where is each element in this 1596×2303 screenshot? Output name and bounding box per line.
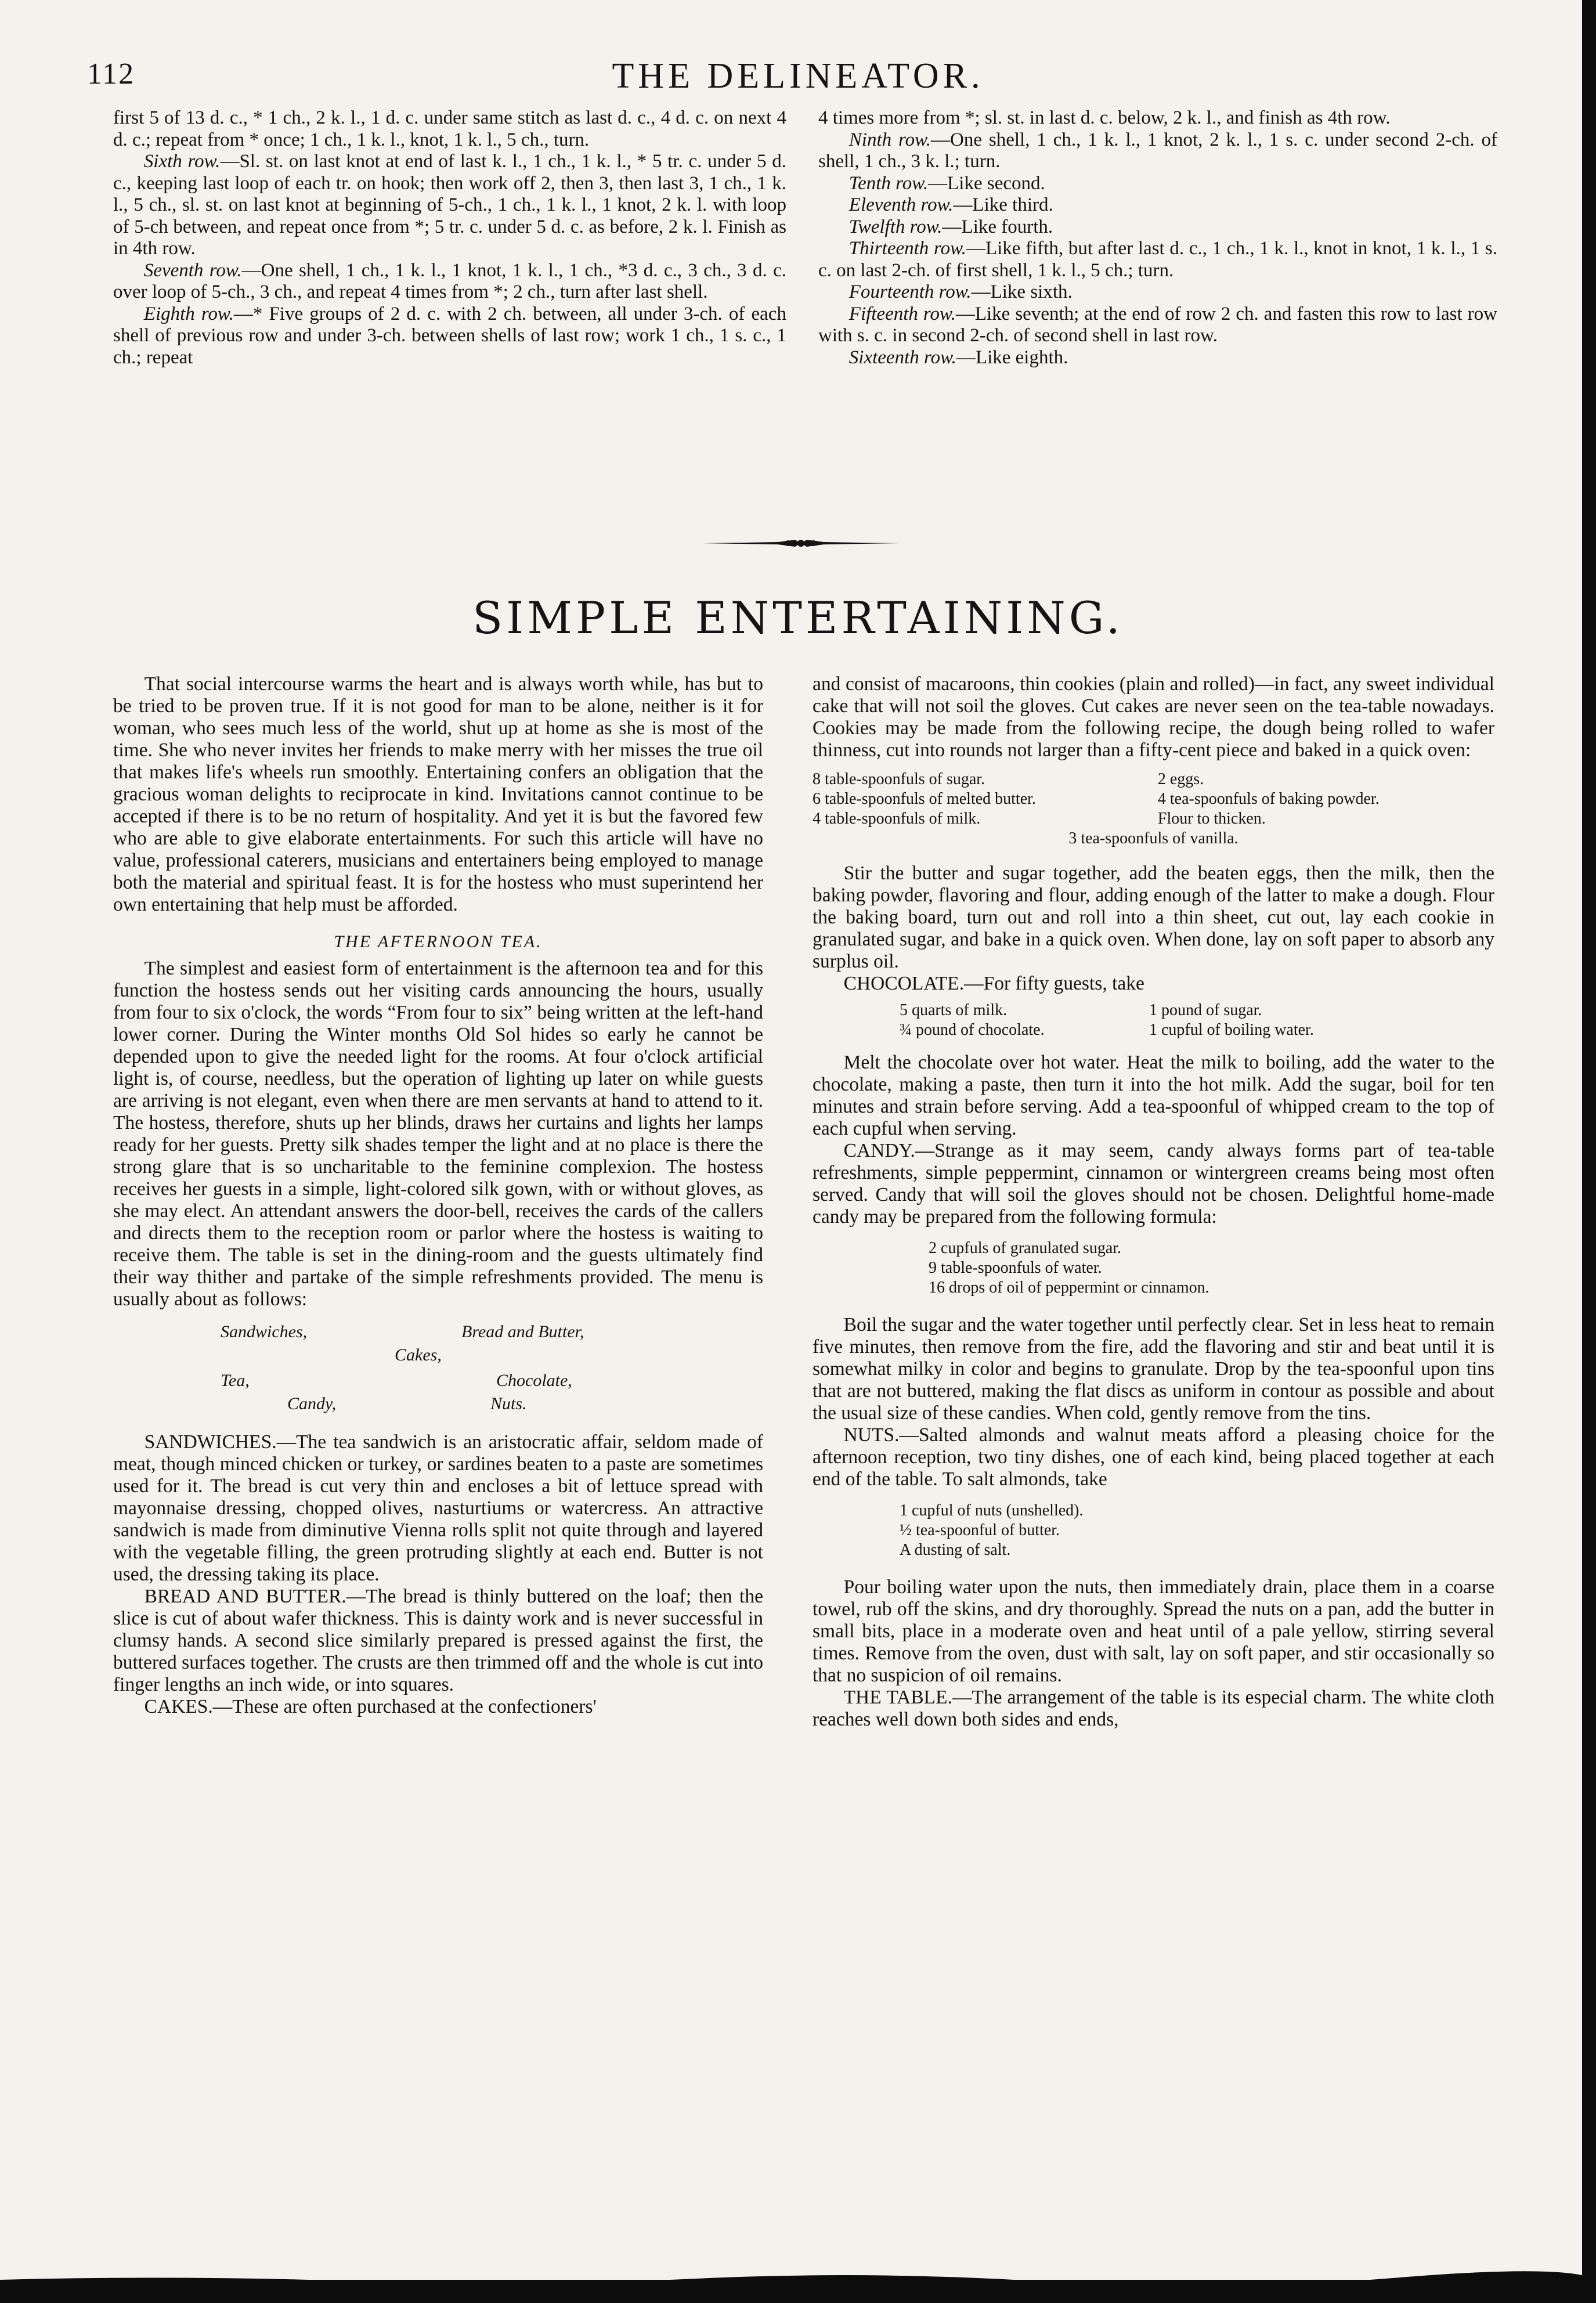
section-subhead: THE AFTERNOON TEA. — [334, 932, 543, 951]
ingredient: 8 table-spoonfuls of sugar. — [813, 770, 985, 788]
menu-item: Tea, — [221, 1371, 250, 1390]
bread-butter-paragraph: BREAD AND BUTTER.—The bread is thinly buttered on the loaf; then the slice is cut of about wafer thickness. This is dainty work and is never successful in clumsy hands. A second slice similarly prepared is pressed against the first, the buttered surfaces together. The crusts are then trimmed off and the whole is cut into finger lengths an inch wide, or into squares. — [113, 1586, 763, 1695]
running-title: THE DELINEATOR. — [612, 56, 984, 96]
scan-bottom-edge — [0, 2262, 1596, 2303]
crochet-paragraph: Ninth row.—One shell, 1 ch., 1 k. l., 1 knot, 2 k. l., 1 s. c. under second 2-ch. of shell, 1 ch., 3 k. l.; turn. — [818, 129, 1497, 172]
menu-item: Nuts. — [490, 1394, 527, 1413]
intro-paragraph: That social intercourse warms the heart and is always worth while, has but to be tried to be proven true. If it is not good for man to be alone, neither is it for woman, who sees much less of the world, shut up at home as she is most of the time. She who never invites her friends to make merry with her misses the true oil that makes life's wheels run smoothly. Entertaining confers an obligation that the gracious woman delights to reciprocate in kind. Invitations cannot continue to be accepted if there is to be no return of hospitality. And yet it is but the favored few who are able to give elaborate entertainments. For such this article will have no value, professional caterers, musicians and entertainers being employed to manage both the material and spiritual feast. It is for the hostess who must superintend her own entertaining that help must be afforded. — [113, 673, 763, 915]
candy-method-paragraph: Boil the sugar and the water together until perfectly clear. Set in less heat to remain five minutes, then remove from the fire, add the flavoring and stir and beat until it is somewhat milky in color and begins to granulate. Drop by the tea-spoonful upon tins that are not buttered, making the flat discs as uniform in contour as possible and about the usual size of these candies. When cold, gently remove from the tins. — [813, 1314, 1494, 1424]
ingredient: ¾ pound of chocolate. — [900, 1021, 1045, 1039]
row-label: Seventh row. — [143, 259, 242, 281]
ornamental-divider — [702, 536, 900, 550]
row-label: Fourteenth row. — [848, 281, 972, 302]
crochet-paragraph: first 5 of 13 d. c., * 1 ch., 2 k. l., 1 d. c. under same stitch as last d. c., 4 d. c. on next 4 d. c.; repeat from * once; 1 ch., 1 k. l., knot, 1 k. l., 5 ch., turn. — [113, 107, 786, 150]
crochet-paragraph: Eighth row.—* Five groups of 2 d. c. with 2 ch. between, all under 3-ch. of each shell of previous row and under 3-ch. between shells of last row; work 1 ch., 1 s. c., 1 ch.; repeat — [113, 303, 786, 368]
row-label: Fifteenth row. — [848, 303, 956, 324]
ingredient: A dusting of salt. — [900, 1541, 1011, 1559]
candy-paragraph: CANDY.—Strange as it may seem, candy always forms part of tea-table refreshments, simple peppermint, cinnamon or wintergreen creams being most often served. Candy that will soil the gloves should not be chosen. Delightful home-made candy may be prepared from the following formula: — [813, 1140, 1494, 1228]
page-number: 112 — [87, 57, 135, 91]
ingredient: 6 table-spoonfuls of melted butter. — [813, 790, 1036, 808]
menu-item: Candy, — [287, 1394, 337, 1413]
sandwiches-paragraph: SANDWICHES.—The tea sandwich is an aristocratic affair, seldom made of meat, though minced chicken or turkey, or sardines beaten to a paste are sometimes used for it. The bread is cut very thin and encloses a bit of lettuce spread with mayonnaise dressing, chopped olives, nasturtiums or watercress. An attractive sandwich is made from diminutive Vienna rolls split not quite through and layered with the vegetable filling, the green protruding slightly at each end. Butter is not used, the dressing taking its place. — [113, 1431, 763, 1585]
afternoon-tea-paragraph: The simplest and easiest form of entertainment is the afternoon tea and for this function the hostess sends out her visiting cards announcing the hours, usually from four to six o'clock, the words “From four to six” being written at the left-hand lower corner. During the Winter months Old Sol hides so early he cannot be depended upon to give the needed light for the rooms. At four o'clock artificial light is, of course, needless, but the operation of lighting up later on while guests are arriving is not elegant, even when there are men servants at hand to attend to it. The hostess, therefore, shuts up her blinds, draws her curtains and lights her lamps ready for her guests. Pretty silk shades temper the light and at no place is there the strong glare that is so uncharitable to the feminine complexion. The hostess receives her guests in a simple, light-colored silk gown, with or without gloves, as she may elect. An attendant answers the door-bell, receives the cards of the callers and directs them to the reception room or parlor where the hostess is waiting to receive them. The table is set in the dining-room and the guests ultimately find their way thither and partake of the simple refreshments provided. The menu is usually about as follows: — [113, 958, 763, 1310]
row-label: Thirteenth row. — [848, 238, 966, 259]
ingredient: 16 drops of oil of peppermint or cinnamon. — [929, 1279, 1209, 1297]
crochet-paragraph: Thirteenth row.—Like fifth, but after last d. c., 1 ch., 1 k. l., knot in knot, 1 k. l., 1 s. c. on last 2-ch. of first shell, 1 k. l., 5 ch.; turn. — [818, 238, 1497, 281]
ingredient: 9 table-spoonfuls of water. — [929, 1259, 1102, 1277]
ingredient: 4 tea-spoonfuls of baking powder. — [1157, 790, 1380, 808]
ingredient: ½ tea-spoonful of butter. — [900, 1521, 1060, 1539]
menu-item: Chocolate, — [496, 1371, 572, 1390]
ingredient: 2 eggs. — [1157, 770, 1204, 788]
crochet-paragraph: Fourteenth row.—Like sixth. — [848, 281, 1073, 302]
ingredient: 1 cupful of nuts (unshelled). — [900, 1501, 1084, 1519]
ingredient: 1 cupful of boiling water. — [1149, 1021, 1314, 1039]
candy-recipe — [813, 1239, 1494, 1298]
ingredient: Flour to thicken. — [1157, 810, 1266, 828]
article-title: SIMPLE ENTERTAINING. — [472, 592, 1124, 644]
crochet-paragraph: 4 times more from *; sl. st. in last d. c. below, 2 k. l., and finish as 4th row. — [818, 107, 1391, 128]
ingredient: 4 table-spoonfuls of milk. — [813, 810, 981, 828]
chocolate-intro: CHOCOLATE.—For fifty guests, take — [843, 973, 1144, 994]
article-left-column — [113, 673, 763, 1718]
page-header — [87, 52, 1509, 104]
chocolate-method-paragraph: Melt the chocolate over hot water. Heat the milk to boiling, add the water to the chocolate, making a paste, then turn it into the hot milk. Add the sugar, boil for ten minutes and strain before serving. Add a tea-spoonful of whipped cream to the top of each cupful when serving. — [813, 1052, 1494, 1139]
table-paragraph: THE TABLE.—The arrangement of the table is its especial charm. The white cloth reaches well down both sides and ends, — [813, 1687, 1494, 1730]
cakes-continued: and consist of macaroons, thin cookies (plain and rolled)—in fact, any sweet individual cake that will not soil the gloves. Cut cakes are never seen on the tea-table nowadays. Cookies may be made from the following recipe, the dough being rolled to wafer thinness, cut into rounds not larger than a fifty-cent piece and baked in a quick oven: — [813, 673, 1494, 761]
ingredient: 1 pound of sugar. — [1149, 1001, 1262, 1019]
ingredient: 5 quarts of milk. — [900, 1001, 1008, 1019]
crochet-right-column — [818, 107, 1497, 369]
row-label: Twelfth row. — [848, 216, 943, 237]
chocolate-recipe — [813, 1001, 1494, 1040]
menu-list — [113, 1321, 763, 1420]
crochet-paragraph: Fifteenth row.—Like seventh; at the end of row 2 ch. and fasten this row to last row with s. c. in second 2-ch. of second shell in last row. — [818, 303, 1498, 346]
crochet-paragraph: Sixth row.—Sl. st. on last knot at end of last k. l., 1 ch., 1 k. l., * 5 tr. c. under 5 d. c., keeping last loop of each tr. on hook; then work off 2, then 3, then last 3, 1 ch., 1 k. l., 5 ch., sl. st. on last knot at beginning of 5-ch., 1 ch., 1 k. l., 1 knot, 2 k. l. with loop of 5-ch between, and repeat once from *; 5 tr. c. under 5 d. c. as before, 2 k. l. Finish as in 4th row. — [113, 151, 786, 259]
article-right-column — [813, 673, 1494, 1731]
nuts-paragraph: NUTS.—Salted almonds and walnut meats afford a pleasing choice for the afternoon reception, two tiny dishes, one of each kind, being placed together at each end of the table. To salt almonds, take — [813, 1424, 1494, 1490]
row-label: Ninth row. — [848, 129, 931, 150]
crochet-left-column — [113, 107, 786, 369]
ingredient: 3 tea-spoonfuls of vanilla. — [1068, 829, 1238, 847]
nuts-recipe — [813, 1501, 1494, 1560]
nuts-method-paragraph: Pour boiling water upon the nuts, then immediately drain, place them in a coarse towel, rub off the skins, and dry thoroughly. Spread the nuts on a pan, add the butter in small bits, place in a moderate oven and heat until of a pale yellow, stirring several times. Remove from the oven, dust with salt, lay on soft paper, and stir occasionally so that no suspicion of oil remains. — [813, 1576, 1494, 1686]
menu-item: Sandwiches, — [221, 1322, 308, 1341]
menu-item: Bread and Butter, — [461, 1322, 584, 1341]
cookie-recipe — [813, 770, 1494, 849]
row-label: Eleventh row. — [848, 194, 954, 215]
row-label: Tenth row. — [848, 172, 929, 194]
crochet-paragraph: Eleventh row.—Like third. — [848, 194, 1053, 215]
row-label: Eighth row. — [143, 303, 234, 324]
crochet-paragraph: Tenth row.—Like second. — [848, 172, 1045, 194]
scan-right-edge — [1573, 0, 1596, 2303]
menu-item: Cakes, — [395, 1345, 442, 1365]
row-label: Sixth row. — [143, 151, 221, 172]
crochet-paragraph: Seventh row.—One shell, 1 ch., 1 k. l., 1 knot, 1 k. l., 1 ch., *3 d. c., 3 ch., 3 d. c. over loop of 5-ch., 3 ch., and repeat 4 times from *; 2 ch., turn after last shell. — [113, 259, 786, 302]
crochet-paragraph: Twelfth row.—Like fourth. — [848, 216, 1053, 237]
cakes-paragraph: CAKES.—These are often purchased at the confectioners' — [144, 1696, 597, 1717]
crochet-paragraph: Sixteenth row.—Like eighth. — [848, 346, 1068, 368]
row-label: Sixteenth row. — [848, 346, 956, 368]
cookie-method-paragraph: Stir the butter and sugar together, add the beaten eggs, then the milk, then the baking powder, flavoring and flour, adding enough of the latter to make a dough. Flour the baking board, turn out and roll into a thin sheet, cut out, lay each cookie in granulated sugar, and bake in a quick oven. When done, lay on soft paper to absorb any surplus oil. — [813, 862, 1494, 972]
ingredient: 2 cupfuls of granulated sugar. — [929, 1239, 1122, 1257]
